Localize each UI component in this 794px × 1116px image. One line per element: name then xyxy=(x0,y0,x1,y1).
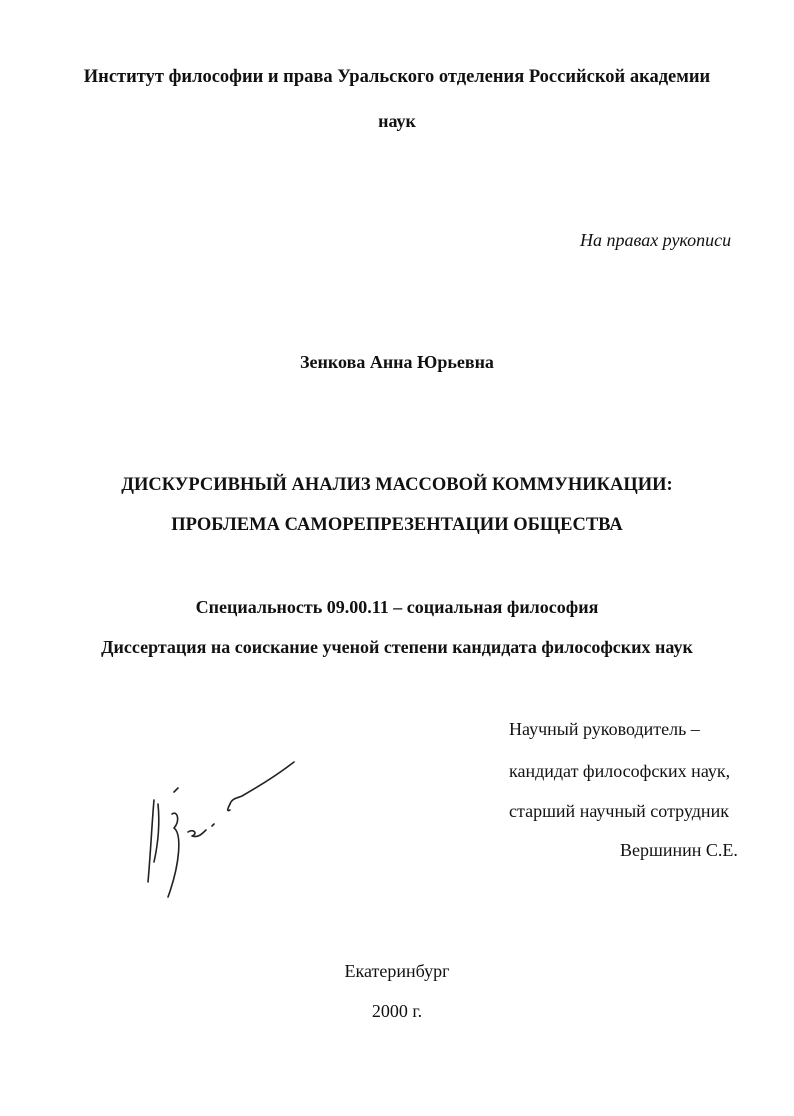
city: Екатеринбург xyxy=(344,961,450,981)
specialty-line: Специальность 09.00.11 – социальная философия xyxy=(195,597,599,617)
dissertation-title-line-1: ДИСКУРСИВНЫЙ АНАЛИЗ МАССОВОЙ КОММУНИКАЦИИ: xyxy=(121,475,673,495)
institute-name-line-1: Институт философии и права Уральского отделения Российской академии xyxy=(83,67,711,87)
supervisor-name: Вершинин С.Е. xyxy=(620,840,738,860)
dissertation-title-line-2: ПРОБЛЕМА САМОРЕПРЕЗЕНТАЦИИ ОБЩЕСТВА xyxy=(171,515,623,535)
supervisor-degree: кандидат философских наук, xyxy=(509,761,731,781)
supervisor-role: Научный руководитель – xyxy=(509,719,700,739)
supervisor-position: старший научный сотрудник xyxy=(509,801,729,821)
dissertation-degree-line: Диссертация на соискание ученой степени кандидата философских наук xyxy=(101,637,693,657)
author-name: Зенкова Анна Юрьевна xyxy=(300,352,494,372)
year: 2000 г. xyxy=(371,1001,423,1021)
manuscript-rights-note: На правах рукописи xyxy=(580,230,732,250)
handwritten-signature xyxy=(138,752,308,912)
institute-name-line-2: наук xyxy=(378,111,416,131)
